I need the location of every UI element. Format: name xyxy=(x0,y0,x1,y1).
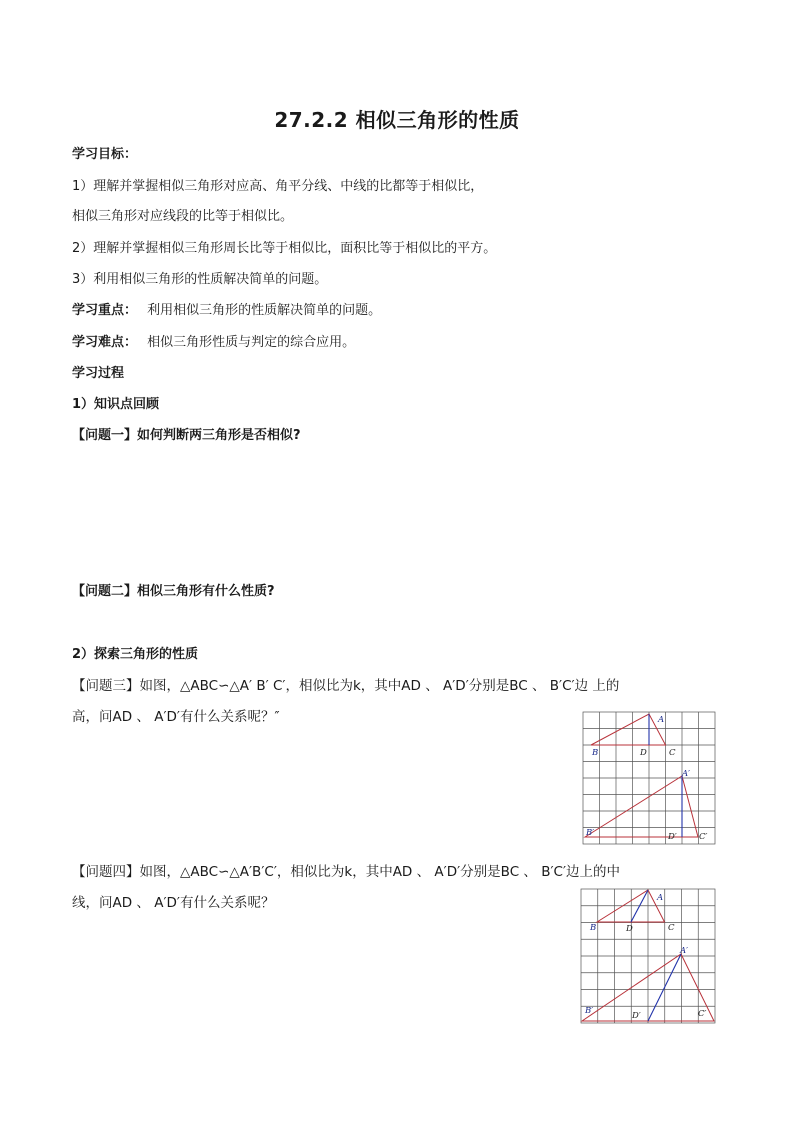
question-2: 【问题二】相似三角形有什么性质? xyxy=(72,584,275,599)
section-2-heading: 2）探索三角形的性质 xyxy=(72,647,199,662)
question-4-line-1: 【问题四】如图，△ABC∽△A′B′C′，相似比为k，其中AD 、 A′D′分别是BC 、 B′C′边上的中 xyxy=(72,864,621,880)
page-title: 27.2.2 相似三角形的性质 xyxy=(274,108,520,132)
label-b1: B′ xyxy=(585,1006,594,1016)
objective-item-1: 1）理解并掌握相似三角形对应高、角平分线、中线的比都等于相似比， xyxy=(72,179,484,194)
label-b: B xyxy=(592,748,599,758)
label-a1: A′ xyxy=(680,946,689,956)
altitude-figure xyxy=(582,711,716,845)
label-a: A xyxy=(658,715,665,725)
objective-item-3: 3）利用相似三角形的性质解决简单的问题。 xyxy=(72,272,328,287)
label-b: B xyxy=(590,923,597,933)
label-d: D xyxy=(626,924,633,934)
label-d1: D′ xyxy=(632,1011,641,1021)
key-point-label: 学习重点： xyxy=(72,303,138,318)
triangle-abc xyxy=(591,714,666,745)
label-a: A xyxy=(657,893,664,903)
section-1-heading: 1）知识点回顾 xyxy=(72,397,160,412)
process-heading: 学习过程 xyxy=(72,366,125,381)
objective-item-2: 2）理解并掌握相似三角形周长比等于相似比，面积比等于相似比的平方。 xyxy=(72,241,497,256)
median-figure xyxy=(580,888,716,1024)
question-3-line-2: 高，问AD 、 A′D′有什么关系呢？″ xyxy=(72,709,280,725)
label-c: C xyxy=(668,923,675,933)
question-1: 【问题一】如何判断两三角形是否相似? xyxy=(72,428,301,443)
objectives-heading: 学习目标： xyxy=(72,147,138,162)
label-a1: A′ xyxy=(682,769,691,779)
label-d1: D′ xyxy=(668,832,677,842)
label-c1: C′ xyxy=(699,832,708,842)
label-c: C xyxy=(669,748,676,758)
label-c1: C′ xyxy=(698,1009,707,1019)
label-b1: B′ xyxy=(586,828,595,838)
objective-item-1-cont: 相似三角形对应线段的比等于相似比。 xyxy=(72,209,294,224)
difficulty-row xyxy=(72,334,355,352)
question-4-line-2: 线，问AD 、 A′D′有什么关系呢？ xyxy=(72,895,275,911)
key-point-text: 利用相似三角形的性质解决简单的问题。 xyxy=(147,303,382,318)
difficulty-label: 学习难点： xyxy=(72,335,138,350)
question-3-line-1: 【问题三】如图，△ABC∽△A′ B′ C′，相似比为k，其中AD 、 A′D′分别是BC 、 B′C′边 上的 xyxy=(72,678,620,694)
key-point-row xyxy=(72,302,381,320)
label-d: D xyxy=(640,748,647,758)
difficulty-text: 相似三角形性质与判定的综合应用。 xyxy=(147,335,356,350)
